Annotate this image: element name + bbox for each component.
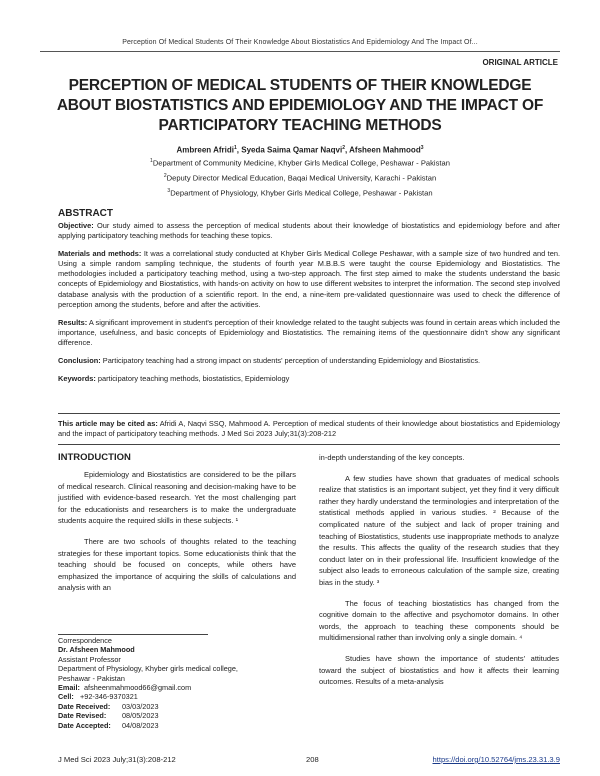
citation-divider [58, 444, 560, 445]
footer-page-number: 208 [306, 755, 319, 764]
body-paragraph: The focus of teaching biostatistics has changed from the cognitive domain to the affective and psychomotor domains. In other words, the approach to teaching these components should be multidimensional rather than involving only a single domain. ⁴ [319, 598, 559, 643]
article-type-label: ORIGINAL ARTICLE [482, 58, 558, 67]
citation-block: This article may be cited as: Afridi A, Naqvi SSQ, Mahmood A. Perception of medical students of their knowledge about biostatistics and Epidemiology and the impact of participatory teaching methods. J Med Sci 2023 July;31(3):208-212 [58, 419, 560, 439]
affiliation: $^2$Deputy Director Medical Education, Baqai Medical University, Karachi - Pakistan [163, 173, 437, 183]
body-paragraph: There are two schools of thoughts related to the teaching strategies for these important topics. Some educationists think that the teaching should be focused on concepts, while others have emphasized the importance of acquiring the skills of calculations and analysis with an [58, 536, 296, 593]
author-name: Afsheen Mahmood [349, 145, 421, 155]
abstract-divider [58, 413, 560, 414]
abstract-keywords: Keywords: participatory teaching methods, biostatistics, Epidemiology [58, 374, 290, 384]
affiliation: $^1$Department of Community Medicine, Khyber Girls Medical College, Peshawar - Pakistan [150, 158, 450, 168]
section-heading-introduction: INTRODUCTION [58, 452, 131, 463]
abstract-heading: ABSTRACT [58, 208, 113, 219]
abstract-results: Results: A significant improvement in student's perception of their knowledge related to the taught subjects was found in certain areas which included the importance, usefulness, and basic concepts of Epidemiology and Biostatistics. The remaining items of the questionnaire didn't show any significant difference. [58, 317, 561, 347]
abstract-section [58, 208, 560, 392]
correspondence-department: Department of Physiology, Khyber girls medical college, [58, 664, 238, 674]
abstract-conclusion: Conclusion: Participatory teaching had a strong impact on students' perception of understanding Epidemiology and Biostatistics. [58, 356, 481, 366]
correspondence-email: Email: afsheenmahmood66@gmail.com [58, 683, 192, 693]
email-link[interactable]: afsheenmahmood66@gmail.com [84, 683, 192, 693]
abstract-methods: Materials and methods: It was a correlational study conducted at Khyber Girls Medical College Peshawar, with a sample size of two hundred and ten. Using a simple random sampling technique, the students of fourth year M.B.B.S were taught the course Epidemiology and Biostatistics. The methodologies included a participatory teaching method, using a two-step approach. The first step aimed to make the students understand the basic concepts of Epidemiology and Biostatistics, with hands-on activity on how to use different websites to interpret the information. The second step involved database analysis with the production of a scientific report. In the end, a nine-item pre-validated questionnaire was used to check the difference of perception among the students, before and after the activities. [58, 249, 560, 309]
author-list: Ambreen Afridi$^1$, Syeda Saima Qamar Naqvi$^2$, Afsheen Mahmood$^3$ [176, 145, 424, 155]
correspondence-block [58, 636, 296, 730]
correspondence-role: Assistant Professor [58, 654, 121, 664]
footer-journal: J Med Sci 2023 July;31(3):208-212 [58, 755, 176, 764]
date-accepted: Date Accepted: 04/08/2023 [58, 720, 159, 730]
correspondence-city: Peshawar - Pakistan [58, 673, 125, 683]
abstract-objective: Objective: Our study aimed to assess the perception of medical students about their knowledge of biostatistics and epidemiology before and after applying participatory teaching methods for teaching these topics. [58, 221, 560, 241]
body-paragraph: Studies have shown the importance of students' attitudes toward the subject of biostatistics and how it affects their learning outcomes. Results of a meta-analysis [319, 653, 559, 687]
author-name: Syeda Saima Qamar Naqvi [241, 145, 343, 155]
date-revised: Date Revised: 08/05/2023 [58, 711, 159, 721]
date-received: Date Received: 03/03/2023 [58, 701, 159, 711]
correspondence-heading: Correspondence [58, 636, 112, 645]
doi-link[interactable]: https://doi.org/10.52764/jms.23.31.3.9 [432, 755, 560, 764]
body-paragraph: Epidemiology and Biostatistics are considered to be the pillars of medical research. Clinical reasoning and decision-making have to be justified with evidence-based research. Yet the most challenging part for the educationists and researchers is to make the undergraduate students acquire the required skills in these subjects. ¹ [58, 470, 296, 526]
running-head: Perception Of Medical Students Of Their Knowledge About Biostatistics And Epidemiology And The Impact Of... [122, 39, 478, 46]
author-name: Ambreen Afridi [176, 145, 235, 155]
header-rule [40, 51, 560, 52]
correspondence-divider [58, 634, 208, 635]
left-column [58, 452, 296, 594]
body-paragraph: A few studies have shown that graduates of medical schools realize that statistics is an important subject, yet they find it very difficult rather they hardly understand the terminologies and interpretation of the statistical methods applied in various studies. ² Because of the complicated nature of the subject and lack of proper training and teaching of Biostatistics, students use inappropriate methods to analyze the results. This affects the quality of the research studies that they conduct later on in their professional life. Insufficient knowledge of the subject also leads to erroneous calculation of the sample size, creating bias in the study. ³ [319, 473, 559, 587]
right-column [319, 452, 559, 688]
affiliation: $^3$Department of Physiology, Khyber Girls Medical College, Peshawar - Pakistan [167, 188, 433, 198]
body-paragraph: in-depth understanding of the key concepts. [319, 453, 465, 462]
article-title: PERCEPTION OF MEDICAL STUDENTS OF THEIR KNOWLEDGE ABOUT BIOSTATISTICS AND EPIDEMIOLOGY AND THE IMPACT OF PARTICIPATORY TEACHING METHODS [56, 77, 544, 134]
correspondence-name: Dr. Afsheen Mahmood [58, 645, 135, 655]
correspondence-cell: Cell: +92-346-9370321 [58, 692, 138, 702]
